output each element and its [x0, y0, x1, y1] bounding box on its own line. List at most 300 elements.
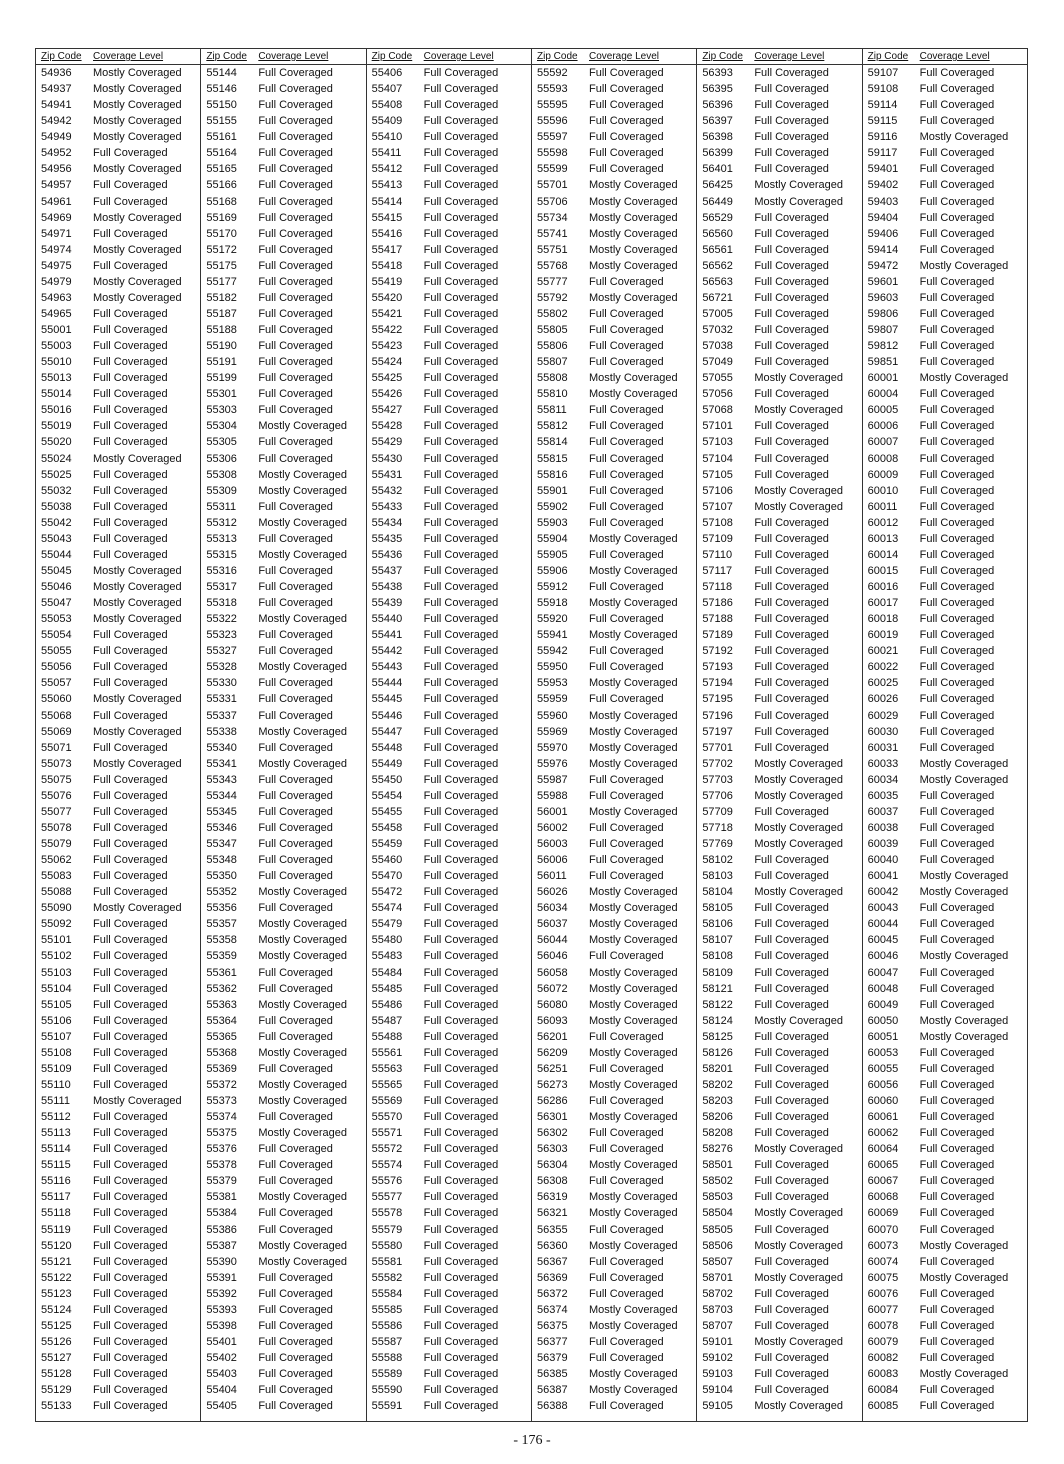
- coverage-level-cell: Full Coveraged: [754, 805, 829, 818]
- table-row: [36, 1398, 200, 1414]
- zip-code-cell: 57068: [702, 404, 733, 417]
- zip-code-cell: 55920: [536, 613, 568, 626]
- zip-code-cell: 55486: [371, 998, 403, 1011]
- coverage-level-cell: Full Coveraged: [93, 1239, 168, 1252]
- zip-code-cell: 55343: [206, 773, 237, 786]
- coverage-level-cell: Full Coveraged: [423, 805, 499, 818]
- coverage-level-cell: Full Coveraged: [588, 436, 664, 449]
- coverage-level-cell: Full Coveraged: [754, 645, 829, 658]
- table-row: [201, 451, 365, 467]
- coverage-level-cell: Full Coveraged: [588, 693, 664, 706]
- coverage-level-cell: Full Coveraged: [919, 613, 995, 626]
- table-row: [201, 145, 365, 161]
- table-row: [532, 434, 696, 450]
- table-row: [367, 643, 531, 659]
- table-row: [863, 483, 1027, 499]
- coverage-level-cell: Full Coveraged: [588, 1400, 664, 1413]
- coverage-level-cell: Full Coveraged: [93, 821, 168, 834]
- table-row: [697, 932, 861, 948]
- coverage-level-cell: Full Coveraged: [754, 581, 829, 593]
- coverage-level-cell: Full Coveraged: [588, 1352, 664, 1364]
- coverage-level-cell: Full Coveraged: [258, 131, 333, 144]
- table-row: [36, 145, 200, 161]
- zip-code-cell: 60009: [867, 468, 899, 481]
- table-row: [201, 804, 365, 820]
- zip-code-cell: 55448: [371, 741, 403, 754]
- zip-code-cell: 55010: [41, 356, 72, 369]
- zip-code-cell: 56251: [536, 1062, 568, 1075]
- table-row: [697, 659, 861, 675]
- coverage-level-cell: Full Coveraged: [258, 227, 333, 240]
- table-row: [201, 643, 365, 659]
- table-row: [36, 274, 200, 290]
- coverage-level-cell: Full Coveraged: [919, 1191, 995, 1204]
- zip-code-cell: 55454: [371, 789, 403, 802]
- table-row: [36, 932, 200, 948]
- zip-code-cell: 56044: [536, 934, 568, 947]
- coverage-level-cell: Full Coveraged: [919, 1046, 995, 1059]
- coverage-level-cell: Full Coveraged: [754, 661, 829, 674]
- table-row: [367, 724, 531, 740]
- table-row: [367, 1222, 531, 1238]
- table-row: [36, 804, 200, 820]
- zip-code-cell: 58203: [702, 1095, 733, 1107]
- zip-code-cell: 55592: [536, 67, 568, 79]
- table-row: [532, 804, 696, 820]
- zip-code-cell: 55075: [41, 773, 72, 786]
- zip-code-cell: 59812: [867, 340, 899, 353]
- zip-code-cell: 55408: [371, 99, 403, 112]
- zip-code-cell: 60016: [867, 581, 899, 593]
- zip-code-cell: 55112: [41, 1111, 71, 1124]
- table-row: [532, 1109, 696, 1125]
- table-row: [201, 226, 365, 242]
- zip-code-cell: 55384: [206, 1207, 237, 1220]
- zip-code-cell: 55331: [206, 693, 237, 706]
- zip-code-cell: 55129: [41, 1384, 72, 1397]
- table-row: [532, 836, 696, 852]
- zip-code-cell: 60069: [867, 1207, 899, 1220]
- zip-code-cell: 57192: [702, 645, 733, 658]
- table-row: [201, 531, 365, 547]
- coverage-level-cell: Mostly Coveraged: [258, 548, 347, 561]
- coverage-level-cell: Mostly Coveraged: [93, 725, 182, 738]
- coverage-level-cell: Full Coveraged: [423, 1095, 499, 1107]
- coverage-level-cell: Full Coveraged: [93, 805, 168, 818]
- coverage-level-cell: Full Coveraged: [258, 581, 333, 593]
- zip-code-cell: 57194: [702, 677, 733, 690]
- table-row: [863, 1173, 1027, 1189]
- coverage-level-cell: Full Coveraged: [423, 1319, 499, 1332]
- table-row: [532, 1334, 696, 1350]
- coverage-level-cell: Full Coveraged: [93, 998, 168, 1011]
- coverage-level-cell: Full Coveraged: [258, 1368, 333, 1381]
- coverage-level-cell: Full Coveraged: [423, 372, 499, 385]
- coverage-level-cell: Full Coveraged: [919, 388, 995, 401]
- table-row: [36, 290, 200, 306]
- zip-code-cell: 59116: [867, 131, 898, 144]
- coverage-level-cell: Full Coveraged: [93, 147, 168, 160]
- table-row: [697, 226, 861, 242]
- table-row: [367, 226, 531, 242]
- table-row: [532, 81, 696, 97]
- table-row: [36, 322, 200, 338]
- zip-code-cell: 55901: [536, 484, 568, 497]
- table-row: [863, 965, 1027, 981]
- coverage-level-cell: Full Coveraged: [919, 661, 995, 674]
- zip-code-cell: 59406: [867, 227, 899, 240]
- coverage-level-cell: Full Coveraged: [919, 581, 995, 593]
- table-row: [36, 997, 200, 1013]
- coverage-level-cell: Mostly Coveraged: [754, 1335, 843, 1348]
- coverage-level-cell: Full Coveraged: [754, 227, 829, 240]
- zip-code-cell: 55144: [206, 67, 237, 79]
- table-row: [697, 1238, 861, 1254]
- coverage-level-cell: Full Coveraged: [919, 516, 995, 529]
- table-row: [367, 1045, 531, 1061]
- zip-code-cell: 56080: [536, 998, 568, 1011]
- table-row: [697, 81, 861, 97]
- coverage-level-cell: Full Coveraged: [423, 821, 499, 834]
- table-row: [532, 467, 696, 483]
- table-row: [532, 1125, 696, 1141]
- table-row: [367, 322, 531, 338]
- table-row: [36, 820, 200, 836]
- zip-code-cell: 55561: [371, 1046, 403, 1059]
- table-row: [201, 659, 365, 675]
- table-row: [697, 194, 861, 210]
- zip-code-cell: 55588: [371, 1352, 403, 1364]
- zip-code-cell: 55485: [371, 982, 403, 995]
- coverage-level-cell: Mostly Coveraged: [258, 484, 347, 497]
- coverage-level-cell: Full Coveraged: [754, 709, 829, 722]
- table-row: [36, 659, 200, 675]
- table-row: [863, 804, 1027, 820]
- coverage-level-cell: Full Coveraged: [919, 324, 995, 336]
- coverage-level-cell: Full Coveraged: [588, 115, 664, 128]
- zip-code-cell: 55362: [206, 982, 237, 995]
- coverage-level-cell: Mostly Coveraged: [258, 516, 347, 529]
- table-row: [532, 1382, 696, 1398]
- zip-code-cell: 57706: [702, 789, 733, 802]
- table-row: [532, 788, 696, 804]
- coverage-level-cell: Full Coveraged: [754, 1303, 829, 1316]
- coverage-level-cell: Full Coveraged: [423, 195, 499, 208]
- table-row: [36, 467, 200, 483]
- zip-code-cell: 55438: [371, 581, 403, 593]
- coverage-level-cell: Full Coveraged: [423, 757, 499, 770]
- zip-code-cell: 55071: [41, 741, 72, 754]
- coverage-level-cell: Full Coveraged: [919, 805, 995, 818]
- coverage-level-cell: Mostly Coveraged: [93, 211, 182, 224]
- zip-code-cell: 58201: [702, 1062, 733, 1075]
- coverage-level-cell: Full Coveraged: [919, 307, 995, 320]
- coverage-level-cell: Full Coveraged: [423, 340, 499, 353]
- coverage-level-cell: Mostly Coveraged: [588, 1239, 678, 1252]
- table-row: [697, 1366, 861, 1382]
- table-row: [532, 691, 696, 707]
- table-row: [863, 1286, 1027, 1302]
- zip-code-cell: 55123: [41, 1287, 72, 1300]
- coverage-level-cell: Full Coveraged: [588, 516, 664, 529]
- coverage-level-cell: Full Coveraged: [588, 1030, 664, 1043]
- zip-code-cell: 55079: [41, 838, 72, 850]
- zip-code-cell: 55570: [371, 1111, 403, 1124]
- zip-code-cell: 55106: [41, 1014, 72, 1027]
- zip-code-cell: 56072: [536, 982, 568, 995]
- zip-code-cell: 59117: [867, 147, 898, 160]
- zip-code-cell: 55563: [371, 1062, 403, 1075]
- zip-code-cell: 55025: [41, 468, 72, 481]
- table-row: [36, 1077, 200, 1093]
- zip-code-cell: 55347: [206, 838, 237, 850]
- zip-code-cell: 55418: [371, 259, 403, 272]
- zip-code-cell: 55114: [41, 1143, 71, 1156]
- table-row: [367, 1077, 531, 1093]
- table-row: [36, 418, 200, 434]
- table-row: [36, 740, 200, 756]
- zip-code-cell: 55107: [41, 1030, 72, 1043]
- coverage-level-cell: Full Coveraged: [423, 1384, 499, 1397]
- zip-code-cell: 55953: [536, 677, 568, 690]
- coverage-level-cell: Full Coveraged: [588, 581, 664, 593]
- table-row: [697, 965, 861, 981]
- coverage-level-cell: Full Coveraged: [93, 1384, 168, 1397]
- zip-code-cell: 58702: [702, 1287, 733, 1300]
- coverage-level-cell: Mostly Coveraged: [588, 195, 678, 208]
- coverage-level-cell: Mostly Coveraged: [754, 1239, 843, 1252]
- coverage-level-cell: Full Coveraged: [93, 1223, 168, 1236]
- zip-code-cell: 57709: [702, 805, 733, 818]
- coverage-level-cell: Full Coveraged: [423, 67, 499, 79]
- zip-code-cell: 57106: [702, 484, 733, 497]
- zip-code-cell: 59115: [867, 115, 898, 128]
- coverage-level-cell: Mostly Coveraged: [588, 982, 678, 995]
- coverage-level-cell: Full Coveraged: [423, 1046, 499, 1059]
- coverage-level-cell: Full Coveraged: [588, 1271, 664, 1284]
- coverage-level-cell: Full Coveraged: [93, 741, 168, 754]
- coverage-level-cell: Full Coveraged: [258, 195, 333, 208]
- table-row: [201, 997, 365, 1013]
- zip-code-cell: 56388: [536, 1400, 568, 1413]
- zip-code-cell: 55808: [536, 372, 568, 385]
- table-row: [532, 306, 696, 322]
- coverage-level-cell: Full Coveraged: [919, 725, 995, 738]
- coverage-level-cell: Full Coveraged: [754, 998, 829, 1011]
- table-row: [697, 161, 861, 177]
- coverage-level-cell: Full Coveraged: [919, 1319, 995, 1332]
- coverage-level-cell: Full Coveraged: [423, 870, 499, 883]
- coverage-level-cell: Full Coveraged: [423, 1143, 499, 1156]
- zip-code-cell: 58507: [702, 1255, 733, 1268]
- table-row: [863, 306, 1027, 322]
- coverage-level-cell: Full Coveraged: [258, 693, 333, 706]
- table-row: [201, 852, 365, 868]
- zip-code-cell: 55413: [371, 179, 403, 192]
- zip-code-cell: 58501: [702, 1159, 733, 1172]
- table-row: [863, 916, 1027, 932]
- zip-code-cell: 55584: [371, 1287, 403, 1300]
- zip-code-cell: 60025: [867, 677, 899, 690]
- coverage-level-cell: Full Coveraged: [754, 693, 829, 706]
- zip-code-cell: 58276: [702, 1143, 733, 1156]
- table-row: [367, 708, 531, 724]
- zip-code-cell: 60074: [867, 1255, 899, 1268]
- coverage-level-cell: Full Coveraged: [423, 677, 499, 690]
- coverage-level-cell: Mostly Coveraged: [258, 613, 347, 626]
- table-row: [532, 547, 696, 563]
- coverage-level-cell: Full Coveraged: [588, 468, 664, 481]
- table-row: [863, 434, 1027, 450]
- zip-code-cell: 55577: [371, 1191, 403, 1204]
- zip-code-header: Zip Code: [371, 51, 413, 62]
- table-row: [36, 451, 200, 467]
- zip-code-cell: 55062: [41, 854, 72, 867]
- coverage-level-cell: Full Coveraged: [258, 291, 333, 304]
- coverage-level-cell: Mostly Coveraged: [258, 420, 347, 433]
- table-row: [697, 434, 861, 450]
- table-row: [201, 1061, 365, 1077]
- table-row: [367, 1141, 531, 1157]
- table-row: [36, 836, 200, 852]
- zip-code-cell: 55435: [371, 532, 403, 545]
- zip-code-cell: 55001: [41, 324, 72, 336]
- zip-code-cell: 60061: [867, 1111, 899, 1124]
- coverage-level-cell: Full Coveraged: [588, 147, 664, 160]
- zip-code-cell: 55591: [371, 1400, 403, 1413]
- table-column-group: [532, 49, 697, 1421]
- coverage-level-cell: Full Coveraged: [754, 918, 829, 931]
- coverage-level-cell: Full Coveraged: [919, 629, 995, 642]
- coverage-level-cell: Full Coveraged: [754, 532, 829, 545]
- zip-code-cell: 55589: [371, 1368, 403, 1381]
- table-row: [201, 563, 365, 579]
- coverage-level-cell: Full Coveraged: [754, 1127, 829, 1140]
- table-row: [201, 290, 365, 306]
- table-row: [201, 515, 365, 531]
- coverage-level-cell: Full Coveraged: [93, 838, 168, 850]
- table-row: [863, 595, 1027, 611]
- zip-code-cell: 59404: [867, 211, 899, 224]
- table-row: [367, 354, 531, 370]
- zip-code-cell: 55450: [371, 773, 403, 786]
- table-row: [697, 1286, 861, 1302]
- coverage-level-cell: Full Coveraged: [423, 998, 499, 1011]
- coverage-level-cell: Full Coveraged: [93, 468, 168, 481]
- coverage-level-cell: Mostly Coveraged: [588, 597, 678, 610]
- zip-code-cell: 57005: [702, 307, 733, 320]
- zip-code-cell: 55373: [206, 1095, 237, 1107]
- zip-code-cell: 55016: [41, 404, 72, 417]
- table-row: [532, 772, 696, 788]
- zip-code-cell: 55338: [206, 725, 237, 738]
- table-row: [367, 772, 531, 788]
- table-row: [36, 210, 200, 226]
- coverage-level-cell: Full Coveraged: [258, 773, 333, 786]
- table-row: [201, 1141, 365, 1157]
- zip-code-cell: 60073: [867, 1239, 899, 1252]
- coverage-level-cell: Full Coveraged: [754, 902, 829, 915]
- table-row: [697, 1205, 861, 1221]
- coverage-level-cell: Full Coveraged: [919, 484, 995, 497]
- coverage-level-cell: Full Coveraged: [258, 356, 333, 369]
- zip-code-header: Zip Code: [206, 51, 247, 62]
- coverage-level-cell: Full Coveraged: [423, 773, 499, 786]
- table-row: [863, 1398, 1027, 1414]
- table-row: [863, 177, 1027, 193]
- zip-code-cell: 54941: [41, 99, 72, 112]
- zip-code-cell: 56093: [536, 1014, 568, 1027]
- zip-code-cell: 55701: [536, 179, 568, 192]
- coverage-level-cell: Full Coveraged: [93, 195, 168, 208]
- zip-code-cell: 55073: [41, 757, 72, 770]
- table-row: [863, 708, 1027, 724]
- table-row: [367, 836, 531, 852]
- zip-code-cell: 55768: [536, 259, 568, 272]
- coverage-level-cell: Full Coveraged: [754, 340, 829, 353]
- coverage-level-cell: Full Coveraged: [258, 436, 333, 449]
- zip-code-cell: 55044: [41, 548, 72, 561]
- coverage-level-cell: Full Coveraged: [93, 548, 168, 561]
- coverage-level-cell: Full Coveraged: [258, 1111, 333, 1124]
- table-row: [863, 1125, 1027, 1141]
- zip-code-cell: 55117: [41, 1191, 71, 1204]
- table-row: [36, 113, 200, 129]
- coverage-level-cell: Full Coveraged: [754, 1159, 829, 1172]
- zip-code-cell: 60060: [867, 1095, 899, 1107]
- coverage-level-cell: Full Coveraged: [919, 179, 995, 192]
- zip-code-cell: 59601: [867, 275, 899, 288]
- table-row: [201, 900, 365, 916]
- table-row: [532, 1350, 696, 1366]
- zip-code-cell: 55406: [371, 67, 403, 79]
- coverage-level-cell: Full Coveraged: [423, 629, 499, 642]
- zip-code-cell: 56563: [702, 275, 733, 288]
- coverage-level-cell: Full Coveraged: [423, 693, 499, 706]
- zip-code-cell: 55109: [41, 1062, 72, 1075]
- table-row: [367, 290, 531, 306]
- coverage-level-cell: Full Coveraged: [919, 548, 995, 561]
- zip-code-cell: 55309: [206, 484, 237, 497]
- table-row: [532, 402, 696, 418]
- coverage-level-cell: Full Coveraged: [754, 1352, 829, 1364]
- coverage-level-cell: Mostly Coveraged: [919, 259, 1009, 272]
- coverage-level-cell: Full Coveraged: [423, 982, 499, 995]
- table-row: [201, 981, 365, 997]
- table-row: [697, 1029, 861, 1045]
- table-row: [532, 595, 696, 611]
- coverage-level-cell: Mostly Coveraged: [588, 934, 678, 947]
- table-row: [532, 451, 696, 467]
- coverage-level-cell: Full Coveraged: [423, 484, 499, 497]
- table-row: [201, 547, 365, 563]
- coverage-level-cell: Full Coveraged: [93, 356, 168, 369]
- coverage-level-cell: Mostly Coveraged: [588, 902, 678, 915]
- zip-code-cell: 59105: [702, 1400, 733, 1413]
- table-row: [367, 1157, 531, 1173]
- coverage-level-cell: Full Coveraged: [754, 982, 829, 995]
- coverage-level-cell: Full Coveraged: [754, 163, 829, 176]
- table-row: [201, 836, 365, 852]
- table-row: [532, 1189, 696, 1205]
- zip-code-cell: 57103: [702, 436, 733, 449]
- table-row: [532, 161, 696, 177]
- zip-code-cell: 55582: [371, 1271, 403, 1284]
- zip-code-cell: 55445: [371, 693, 403, 706]
- table-row: [532, 499, 696, 515]
- coverage-level-cell: Mostly Coveraged: [588, 227, 678, 240]
- zip-code-cell: 55458: [371, 821, 403, 834]
